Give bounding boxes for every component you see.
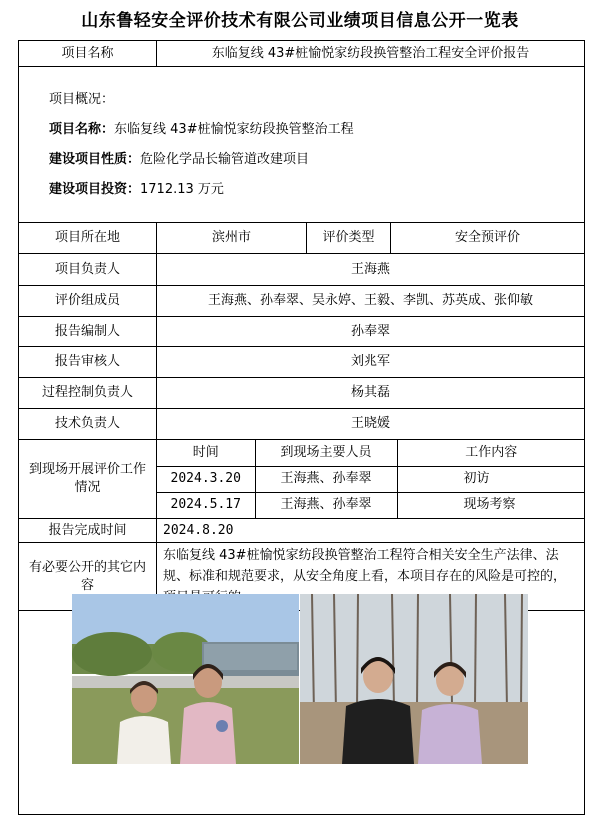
reviewer-value: 刘兆军	[157, 347, 585, 378]
overview-name-key: 项目名称：	[49, 121, 115, 137]
site-photo-plantation	[300, 594, 528, 764]
tech-value: 王晓媛	[157, 409, 585, 440]
page-title: 山东鲁轻安全评价技术有限公司业绩项目信息公开一览表	[81, 11, 519, 31]
site-people: 王海燕、孙奉翠	[255, 466, 397, 492]
site-header-people: 到现场主要人员	[255, 440, 397, 466]
overview-label: 项目概况：	[49, 91, 115, 107]
site-header-work: 工作内容	[397, 440, 585, 466]
author-label: 报告编制人	[19, 317, 157, 347]
site-visit-table	[157, 440, 585, 518]
photo-strip	[0, 594, 600, 764]
site-header-time: 时间	[157, 440, 255, 466]
members-value: 王海燕、孙奉翠、吴永婷、王毅、李凯、苏英成、张仰敏	[157, 286, 585, 317]
location-value: 滨州市	[157, 223, 307, 254]
other-label: 有必要公开的其它内容	[19, 543, 157, 611]
overview-nature-val: 危险化学品长输管道改建项目	[140, 151, 310, 167]
overview-invest-key: 建设项目投资：	[49, 181, 141, 197]
process-value: 杨其磊	[157, 378, 585, 409]
eval-type-label: 评价类型	[307, 223, 391, 254]
completion-value: 2024.8.20	[157, 519, 585, 543]
reviewer-label: 报告审核人	[19, 347, 157, 378]
site-people: 王海燕、孙奉翠	[255, 492, 397, 518]
site-date: 2024.3.20	[157, 466, 255, 492]
project-name-value: 东临复线 43#桩愉悦家纺段换管整治工程安全评价报告	[157, 41, 585, 67]
site-date: 2024.5.17	[170, 497, 241, 513]
overview-row	[19, 67, 585, 223]
author-value: 孙奉翠	[157, 317, 585, 347]
site-work: 现场考察	[397, 492, 585, 518]
overview-invest-val: 1712.13 万元	[140, 181, 224, 197]
location-label: 项目所在地	[19, 223, 157, 254]
project-name-label: 项目名称	[19, 41, 157, 67]
other-value: 东临复线 43#桩愉悦家纺段换管整治工程符合相关安全生产法律、法规、标准和规范要求，从安全角度上看，本项目存在的风险是可控的，	[157, 543, 585, 611]
overview-cell	[19, 67, 585, 223]
overview-nature-key: 建设项目性质：	[49, 151, 141, 167]
site-photo-roadside	[72, 594, 299, 764]
leader-label: 项目负责人	[19, 254, 157, 286]
overview-name-val: 东临复线 43#桩愉悦家纺段换管整治工程	[114, 121, 354, 137]
table-row	[157, 466, 585, 492]
completion-label: 报告完成时间	[19, 519, 157, 543]
tech-label: 技术负责人	[19, 409, 157, 440]
table-row	[157, 492, 585, 518]
eval-type-value: 安全预评价	[391, 223, 585, 254]
process-label: 过程控制负责人	[19, 378, 157, 409]
site-label: 到现场开展评价工作情况	[19, 440, 157, 519]
site-work: 初访	[397, 466, 585, 492]
leader-value: 王海燕	[157, 254, 585, 286]
members-label: 评价组成员	[19, 286, 157, 317]
